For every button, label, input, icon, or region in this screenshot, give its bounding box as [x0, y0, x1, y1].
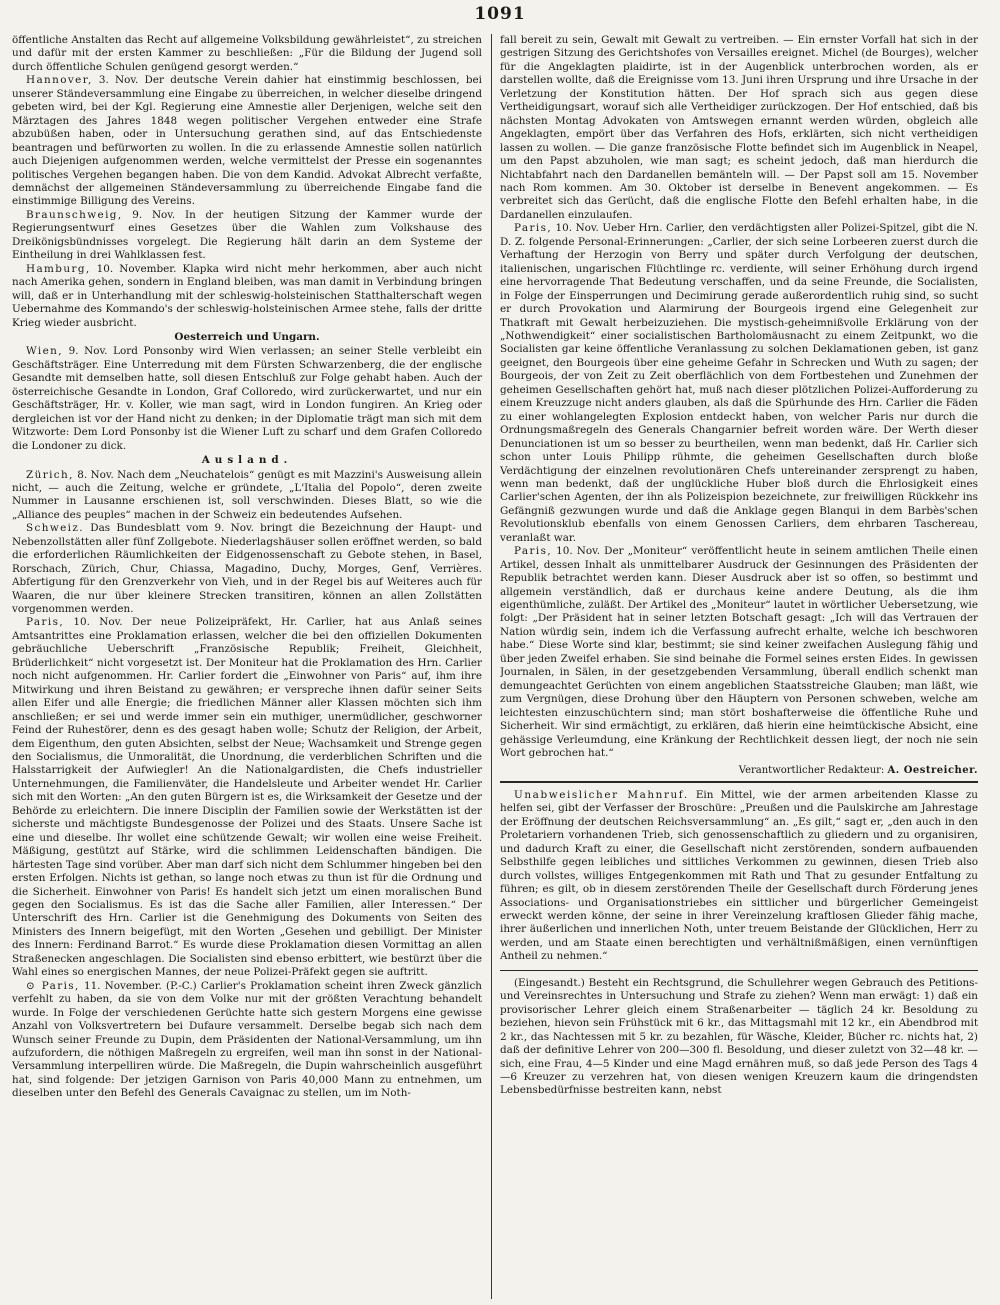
dateline-place: Wien,	[26, 345, 63, 358]
eingesandt-paragraph	[500, 977, 978, 1098]
article-hamburg	[12, 263, 482, 330]
article-paris-personal	[500, 222, 978, 545]
article-braunschweig	[12, 209, 482, 263]
article-text: 10. Nov. Der „Moniteur“ veröffentlicht heute in seinem amtlichen Theile einen Artikel, dessen Inhalt als unmittelbarer Ausdruck der Gesinnungen des Präsidenten der Republik betrachtet werden kann. Dieser Ausdruck aber ist so offen, so bestimmt und allgemein verständlich, daß er durchaus keine andere Deutung, als die ihm eigenthümliche, zuläßt. Der Artikel des „Moniteur“ lautet in wörtlicher Uebersetzung, wie folgt: „Der Präsident hat in seiner letzten Botschaft gesagt: „Ich will das Vertrauen der Nation würdig sein, indem ich die Verfassung aufrecht erhalte, welche ich beschworen habe.“ Diese Worte sind klar, bestimmt; sie sind keiner zweifachen Auslegung fähig und über jeden Zweifel erhaben. Sie sind beinahe die Formel seines ersten Eides. In gewissen Journalen, in Sälen, in der gesetzgebenden Versammlung, überall endlich schenkt man demungeachtet Gerüchten von einem angeblichen Staatsstreiche Glauben; man läßt, wie zum Vergnügen, diese Drohung über den Häuptern von Personen schweben, welche am leichtesten einzuschüchtern sind; man stört boshafterweise die öffentliche Ruhe und Sicherheit. Wir sind ermächtigt, zu erklären, daß hierin eine heimtückische Absicht, eine gehässige Verleumdung, eine Kränkung der Rechtlichkeit dessen liegt, der noch nie sein Wort gebrochen hat.“	[500, 545, 978, 760]
article-eingesandt	[500, 977, 978, 1098]
page-number: 1091	[474, 4, 526, 24]
dateline-place: ⊙ Paris,	[26, 979, 80, 992]
article-text: Besteht ein Rechtsgrund, die Schullehrer wegen Gebrauch des Petitions- und Vereinsrechtes in Untersuchung und Strafe zu ziehen? Wenn man erwägt: 1) daß ein provisorischer Lehrer gleich einem Straßenarbeiter — täglich 24 kr. Besoldung zu beziehen, hievon sein Frühstück mit 6 kr., das Mittagsmahl mit 12 kr., ein Abendbrod mit 2 kr., das Nachtessen mit 5 kr. zu bezahlen, für Wäsche, Kleider, Bücher rc. nichts hat, 2) daß der definitive Lehrer von 200—300 fl. Besoldung, und dieser zuletzt von 32—48 kr. — sich, eine Frau, 4—5 Kinder und eine Magd ernähren muß, so daß jede Person des Tags 4—6 Kreuzer zu verzehren hat, von diesen wenigen Kreuzern kaum die dringendsten Lebensbedürfnisse bestreiten kann, nebst	[500, 976, 978, 1097]
article-text: 10. November. Klapka wird nicht mehr herkommen, aber auch nicht nach Amerika gehen, sondern in England bleiben, was man damit in Verbindung bringen will, daß er in Unterhandlung mit der schleswig-holsteinischen Statthalterschaft wegen Uebernahme des Kommando's der schleswig-holsteinischen Armee stehe, falls der dritte Krieg wieder ausbricht.	[12, 262, 482, 329]
dateline-place: Braunschweig,	[26, 208, 123, 221]
dateline-place: Schweiz.	[26, 522, 84, 535]
article-mahnruf	[500, 789, 978, 964]
article-wien	[12, 345, 482, 453]
right-column	[500, 34, 978, 1299]
column-divider	[491, 34, 492, 1299]
dateline-place: Zürich,	[26, 468, 74, 481]
article-continuation: fall bereit zu sein, Gewalt mit Gewalt zu vertreiben. — Ein ernster Vorfall hat sich in der gestrigen Sitzung des Gerichtshofes von Versailles ereignet. Michel (de Bourges), welcher für die Angeklagten plaidirte, ist in der Augenblick unterbrochen worden, als er darstellen wollte, daß die Ereignisse vom 13. Juni ihren Ursprung und ihre Ursache in der Verletzung der Konstitution hätten. Der Hof sprach sich aus gegen diese Vertheidigungsart, worauf sich alle Vertheidiger zurückzogen. Der Hof entschied, daß bis nächsten Montag Advokaten von Amtswegen ernannt werden würden, obgleich alle Angeklagten, empört über das Verfahren des Hofs, erklärten, sich nicht vertheidigen lassen zu wollen. — Die ganze französische Flotte befindet sich im Augenblick in Neapel, um den Papst abzuholen, wie man sagt; es scheint jedoch, daß man hierdurch die Nichtabfahrt nach den Dardanellen bemänteln will. — Der Papst soll am 15. November nach Rom kommen. Am 30. Oktober ist derselbe in Benevent angekommen. — Es verbreitet sich das Gerücht, daß die englische Flotte den Befehl erhalten habe, in die Dardanellen einzulaufen.	[500, 34, 978, 221]
article-zuerich	[12, 469, 482, 523]
dateline-place: Hannover,	[26, 74, 93, 87]
editor-label: Verantwortlicher Redakteur:	[738, 765, 885, 777]
article-text: Das Bundesblatt vom 9. Nov. bringt die Bezeichnung der Haupt- und Nebenzollstätten aller fünf Zollgebote. Niederlagshäuser sollen eröffnet werden, so bald die erforderlichen Räumlichkeiten der Eidgenossenschaft zu Gebote stehen, in Basel, Rorschach, Zürich, Chur, Chiassa, Magadino, Duchy, Morges, Genf, Verrières. Abfertigung für den Grenzverkehr von Vieh, und in der Regel bis auf Weiteres auch für Waaren, die nur über kleinere Strecken transitiren, können an allen Zollstätten vorgenommen werden.	[12, 522, 482, 616]
article-text: 8. Nov. Nach dem „Neuchatelois“ genügt es mit Mazzini's Ausweisung allein nicht, — auch die Zeitung, welche er gründete, „L'Italia del Popolo“, deren zweite Nummer in Lausanne erschienen ist, soll verschwinden. Dieses Blatt, so wie die „Alliance des peuples“ machen in der Schweiz ein bedeutendes Aufsehen.	[12, 468, 482, 521]
left-column	[12, 34, 482, 1299]
article-hannover	[12, 74, 482, 209]
section-heading-austria: Oesterreich und Ungarn.	[174, 330, 320, 343]
dateline-place: Paris,	[514, 545, 553, 558]
article-paris-carlier	[12, 616, 482, 979]
article-text: 9. Nov. In der heutigen Sitzung der Kammer wurde der Regierungsentwurf eines Gesetzes über die Wahlen zum Volkshause des Dreikönigsbündnisses vorgelegt. Die Regierung hält darin an dem Systeme der Eintheilung in drei Wahlklassen fest.	[12, 208, 482, 262]
article-text: 3. Nov. Der deutsche Verein dahier hat einstimmig beschlossen, bei unserer Ständeversammlung eine Eingabe zu überreichen, in welcher dieselbe dringend gebeten wird, bei der Kgl. Regierung eine Amnestie aller Derjenigen, welche seit den Märztagen des Jahres 1848 wegen politischer Vergehen entweder eine Strafe abzubüßen haben, oder in Untersuchung gerathen sind, auf das Entschiedenste beantragen und befürworten zu wollen. In die zu erlassende Amnestie sollen natürlich auch Diejenigen aufgenommen werden, welche vermittelst der Presse ein sogenanntes politisches Vergehen begangen haben. Die von dem Kandid. Advokat Albrecht verfaßte, demnächst der allgemeinen Ständeversammlung zu überreichende Eingabe fand die einstimmige Billigung des Vereins.	[12, 74, 482, 208]
article-text: 11. November. (P.-C.) Carlier's Proklamation scheint ihren Zweck gänzlich verfehlt zu haben, da sie von dem Volke nur mit der größten Verachtung behandelt wurde. In Folge der verschiedenen Gerüchte hatte sich gestern Morgens eine gewisse Anzahl von Volksvertretern bei Dufaure versammelt. Derselbe begab sich nach dem Wunsch seiner Freunde zu Dupin, dem Präsidenten der National-Versammlung, um ihn aufzufordern, die nöthigen Maßregeln zu ergreifen, weil man ihn sonst in der National-Versammlung interpelliren würde. Die Maßregeln, die Dupin wahrscheinlich ausgeführt hat, sind folgende: Der jetzigen Garnison von Paris 40,000 Mann zu entnehmen, um dieselben unter den Befehl des Generals Cavaignac zu stellen, um im Noth-	[12, 979, 482, 1100]
section-heading-ausland: Ausland.	[201, 454, 293, 467]
mahnruf-title: Unabweislicher Mahnruf.	[514, 788, 689, 801]
dateline-place: Hamburg,	[26, 262, 91, 275]
responsible-editor	[500, 764, 978, 782]
article-text: 10. Nov. Der neue Polizeipräfekt, Hr. Carlier, hat aus Anlaß seines Amtsantrittes eine Proklamation erlassen, welcher die bei den offiziellen Dokumenten gebräuchliche Ueberschrift „Französische Republik; Freiheit, Gleichheit, Brüderlichkeit“ nicht vorgesetzt ist. Der Moniteur hat die Proklamation des Hrn. Carlier noch nicht aufgenommen. Hr. Carlier fordert die „Einwohner von Paris“ auf, ihm ihre Mitwirkung und ihren Beistand zu gewähren; er verspreche ihnen dafür seiner Seits allen Eifer und alle Energie; die friedlichen Männer aller Klassen möchten sich ihm anschließen; er sei und werde immer sein ein muthiger, unermüdlicher, geschworner Feind der Ruhestörer, denn es des gesagt haben wolle; Schutz der Religion, der Arbeit, dem Eigenthum, den guten Absichten, selbst der Neue; Wachsamkeit und Strenge gegen den Socialismus, die Unmoralität, die Unordnung, die verderblichen Schriften und die Halsstarrigkeit der Aufwiegler! An die Nationalgardisten, die Chefs industrieller Unternehmungen, die Familienväter, die Handelsleute und Arbeiter wendet Hr. Carlier sich mit den Worten: „An den guten Bürgern ist es, die Wirksamkeit der Gesetze und der Behörde zu erleichtern. Die innere Disciplin der Familien sowie der Werkstätten ist der sicherste und mächtigste Bundesgenosse der Polizei und des Staats. Unsere Sache ist eine und dieselbe. Ihr wollet eine schützende Gewalt; wir wollen eine weise Freiheit. Mäßigung, gestützt auf Stärke, wird die schlimmen Leidenschaften bändigen. Die härtesten Tage sind vorüber. Aber man darf sich nicht dem Schlummer hingeben bei den ersten Erfolgen. Nichts ist gethan, so lange noch etwas zu thun ist für die Ordnung und die Sicherheit. Einwohner von Paris! Es handelt sich jetzt um einen moralischen Bund gegen den Socialismus. Es ist das die Sache aller Familien, aller Interessen.“ Der Unterschrift des Hrn. Carlier ist die Genehmigung des Dokuments von Seiten des Ministers des Innern beigefügt, mit den Worten „Gesehen und gebilligt. Der Minister des Innern: Ferdinand Barrot.“ Es wurde diese Proklamation diesen Vormittag an allen Straßenecken angeschlagen. Die Socialisten sind ebenso erbittert, wie bestürzt über die Wahl eines so energischen Mannes, der neue Polizei-Präfekt gegen sie auftritt.	[12, 616, 482, 979]
mahnruf-paragraph	[500, 789, 978, 964]
article-schweiz	[12, 522, 482, 616]
eingesandt-label: (Eingesandt.)	[514, 976, 585, 989]
article-text: 9. Nov. Lord Ponsonby wird Wien verlassen; an seiner Stelle verbleibt ein Geschäftsträger. Eine Unterredung mit dem Fürsten Schwarzenberg, die der englische Gesandte mit demselben hatte, soll diesen Entschluß zur Folge gehabt haben. Auch der österreichische Gesandte in London, Graf Colloredo, wird zurückerwartet, und nur ein Geschäftsträger, Hr. v. Koller, wie man sagt, wird in London fungiren. An Krieg oder dergleichen ist vor der Hand nicht zu denken; in der Diplomatie trägt man sich mit dem Witzworte: Dem Lord Ponsonby ist die Wiener Luft zu scharf und dem Grafen Colloredo die Londoner zu dick.	[12, 345, 482, 452]
article-paragraph: öffentliche Anstalten das Recht auf allgemeine Volksbildung gewährleistet“, zu streichen und dafür mit der ersten Kammer zu beschließen: „Für die Bildung der Jugend soll durch öffentliche Schulen genügend gesorgt werden.“	[12, 34, 482, 73]
article-paris-11-nov	[12, 980, 482, 1101]
article-paris-moniteur	[500, 545, 978, 760]
section-rule	[500, 970, 978, 971]
editor-name: A. Oestreicher.	[887, 765, 978, 777]
dateline-place: Paris,	[514, 222, 553, 235]
dateline-place: Paris,	[26, 616, 65, 629]
article-text: 10. Nov. Ueber Hrn. Carlier, den verdächtigsten aller Polizei-Spitzel, gibt die N. D. Z. folgende Personal-Erinnerungen: „Carlier, der sich seine Lorbeeren zuerst durch die Verhaftung der Herzogin von Berry und später durch Verfolgung der deutschen, italienischen, ungarischen Flüchtlinge rc. verdiente, will seiner Erhöhung durch irgend eine hervorragende That Bedeutung verschaffen, und da seine Freunde, die Socialisten, in Folge der Einsperrungen und Decimirung gerade außerordentlich ruhig sind, so sucht er durch Provokation und Alarmirung der Bourgeois irgend eine Gelegenheit zur Thatkraft mit Gewalt herbeizuziehen. Die mystisch-geheimnißvolle Erklärung von der „Nothwendigkeit“ einer socialistischen Bartholomäusnacht zu einem Zeitpunkt, wo die Socialisten gar keine öffentliche Veranlassung zu solchen Deklamationen geben, ist ganz geeignet, den Bourgeois über eine geheime Gefahr in Schrecken und Wuth zu sagen; der Bourgeois, der von Zeit zu Zeit oberflächlich von dem Fortbestehen und Zunehmen der geheimen Gesellschaften gehört hat, muß nach dieser plötzlichen Polizei-Aufforderung zu einem Kreuzzuge nicht anders glauben, als daß die Spürhunde des Hrn. Carlier die Fäden zu einer wohlangelegten Explosion entdeckt haben, von welcher Paris nur durch die Ordnungsmaßregeln des Generals Changarnier befreit worden wäre. Der Werth dieser Denunciationen ist um so besser zu beurtheilen, wenn man bedenkt, daß Hr. Carlier sich schon unter Louis Philipp rühmte, die geheimen Gesellschaften durch bloße Verdächtigung der einzelnen revolutionären Chefs untereinander zersprengt zu haben, wenn man bedenkt, daß der unglückliche Huber bloß durch die Ehrlosigkeit eines Carlier'schen Agenten, der ihn als Polizeispion bezeichnete, zur freiwilligen Rückkehr ins Gefängniß gezwungen wurde und daß die Anklage gegen Blanqui in dem Barbès'schen Revolutionsklub ebenfalls von einem Genossen Carliers, dem ehrbaren Taschereau, veranlaßt war.	[500, 222, 978, 544]
article-text: Ein Mittel, wie der armen arbeitenden Klasse zu helfen sei, gibt der Verfasser der Broschüre: „Preußen und die Paulskirche am Jahrestage der Eröffnung der deutschen Reichsversammlung“ an. „Es gilt,“ sagt er, „den auch in den Proletariern vorhandenen Trieb, sich genossenschaftlich zu gliedern und zu organisiren, und dadurch Kraft zu einer, die Gesellschaft nicht zerstörenden, sondern aufbauenden Selbsthilfe gegen leibliches und sittliches Verkommen zu gewinnen, diesen Trieb also durch vollstes, williges Entgegenkommen mit Rath und That zu gesunder Entfaltung zu führen; es gilt, ob in diesem zerstörenden Theile der Gesellschaft durch Förderung jenes Associations- und Organisationstriebes ein sittlicher und bürgerlicher Gemeingeist erweckt werden könne, der seine in ihrer Vereinzelung kraftlosen Glieder fähig mache, ihrer äußerlichen und innerlichen Noth, unter treuem Beistande der Glücklichen, Herr zu werden, und am Staate einen berechtigten und verhältnißmäßigen, einen vernünftigen Antheil zu nehmen.“	[500, 788, 978, 963]
